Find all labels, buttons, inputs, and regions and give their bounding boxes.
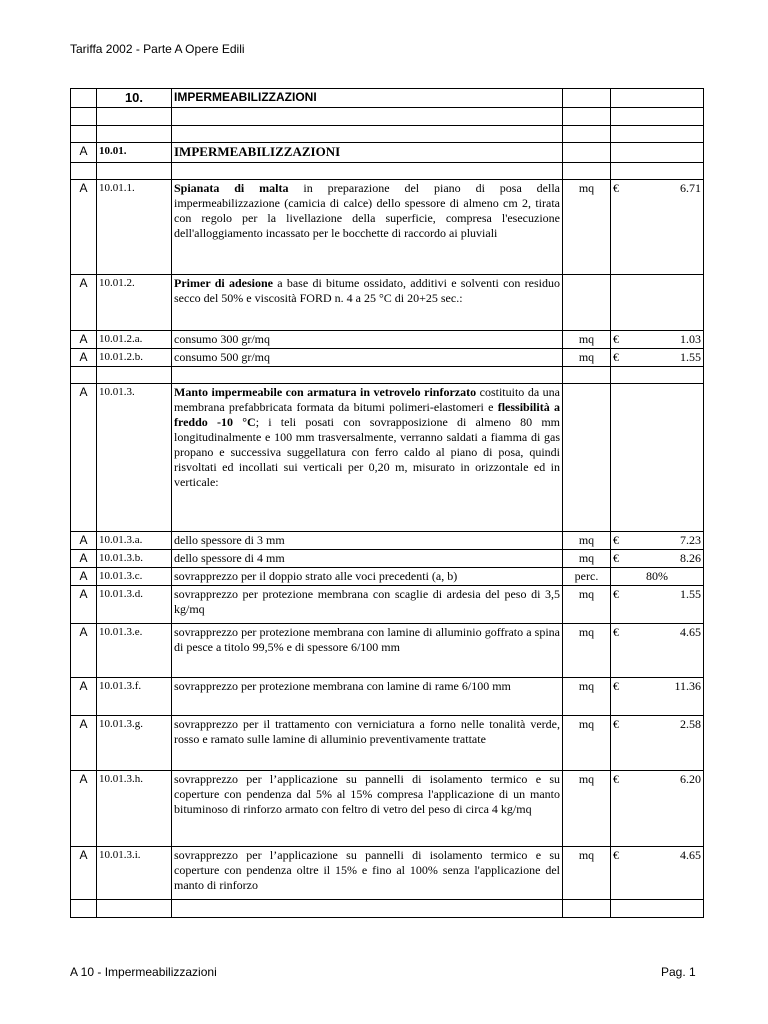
item-price-cell [611,678,704,716]
item-price-cell [611,331,704,349]
row-letter: A [71,586,97,624]
item-description: sovrapprezzo per protezione membrana con scaglie di ardesia del peso di 3,5 kg/mq [172,586,563,624]
item-unit: mq [563,716,611,771]
item-price-cell [611,847,704,900]
currency-symbol: € [613,181,619,195]
item-price-cell [611,349,704,367]
item-price: 6.71 [680,181,701,195]
item-code: 10.01.3.b. [97,550,172,568]
item-price: 1.03 [680,332,701,346]
row-letter: A [71,275,97,331]
item-code: 10.01.3.h. [97,771,172,847]
item-price: 2.58 [680,717,701,731]
table-row [71,349,704,367]
row-letter: A [71,331,97,349]
row-letter: A [71,532,97,550]
item-price: 7.23 [680,533,701,547]
item-text: in preparazione del piano di posa della impermeabilizzazione (camicia di calce) dello spessore di almeno cm 2, tirata con regolo per la livellazione della superficie, compresa l'esecuzione dell'alloggiamento incassato per le bocchette di raccordo ai pluviali [174,181,561,240]
item-price-cell [611,716,704,771]
item-description: consumo 500 gr/mq [172,349,563,367]
spacer-row [71,367,704,384]
item-price-cell [611,180,704,275]
section-title: IMPERMEABILIZZAZIONI [172,89,563,108]
subsection-row [71,143,704,163]
item-unit: perc. [563,568,611,586]
item-unit: mq [563,847,611,900]
spacer-row [71,126,704,143]
item-description: sovrapprezzo per il trattamento con verniciatura a forno nelle tonalità verde, rosso e ramato sulle lamine di alluminio preventivamente trattate [172,716,563,771]
item-price-cell [611,532,704,550]
item-price-cell [611,550,704,568]
table-row [71,384,704,532]
item-description [172,180,563,275]
page-number: Pag. 1 [661,965,696,979]
item-description: sovrapprezzo per l’applicazione su pannelli di isolamento termico e su coperture con pendenza dal 5% al 15% compresa l'applicazione di un manto bituminoso di rinforzo armato con feltro di vetro del peso di circa 4 kg/mq [172,771,563,847]
item-description [172,275,563,331]
item-title: Manto impermeabile con armatura in vetrovelo rinforzato [174,385,477,399]
spacer-row [71,108,704,126]
item-code: 10.01.2. [97,275,172,331]
item-price-cell [611,624,704,678]
item-price: 80% [611,568,704,586]
spacer-row [71,163,704,180]
item-unit: mq [563,678,611,716]
item-code: 10.01.3.d. [97,586,172,624]
item-price: 1.55 [680,350,701,364]
item-code: 10.01.3.e. [97,624,172,678]
row-letter: A [71,384,97,532]
table-row [71,771,704,847]
section-header-row [71,89,704,108]
currency-symbol: € [613,717,619,731]
item-code: 10.01.3.f. [97,678,172,716]
item-unit: mq [563,771,611,847]
item-description: sovrapprezzo per protezione membrana con lamine di alluminio goffrato a spina di pesce a titolo 99,5% e di spessore 6/100 mm [172,624,563,678]
currency-symbol: € [613,625,619,639]
item-unit: mq [563,624,611,678]
item-description: sovrapprezzo per protezione membrana con lamine di rame 6/100 mm [172,678,563,716]
page-footer-title: A 10 - Impermeabilizzazioni [70,965,217,979]
item-text: costituito da una membrana prefabbricata formata da bitumi polimeri-elastomeri e [174,385,560,414]
tariff-table [70,88,704,918]
item-unit: mq [563,331,611,349]
currency-symbol: € [613,551,619,565]
table-row [71,586,704,624]
item-price: 8.26 [680,551,701,565]
currency-symbol: € [613,679,619,693]
item-code: 10.01.2.b. [97,349,172,367]
section-number: 10. [97,89,172,108]
item-title: Primer di adesione [174,276,273,290]
item-highlight: flessibilità a freddo -10 °C [174,400,560,429]
currency-symbol: € [613,772,619,786]
item-description: sovrapprezzo per il doppio strato alle voci precedenti (a, b) [172,568,563,586]
table-row [71,180,704,275]
table-row [71,532,704,550]
currency-symbol: € [613,587,619,601]
table-row [71,716,704,771]
page-header: Tariffa 2002 - Parte A Opere Edili [70,42,245,56]
table-row [71,624,704,678]
item-price: 11.36 [674,679,701,693]
currency-symbol: € [613,848,619,862]
item-code: 10.01.3.i. [97,847,172,900]
item-code: 10.01.3.a. [97,532,172,550]
item-description [172,384,563,532]
item-text: a base di bitume ossidato, additivi e solventi con residuo secco del 50% e viscosità FORD n. 4 a 25 °C di 20+25 sec.: [174,276,560,305]
item-price: 4.65 [680,625,701,639]
row-letter: A [71,716,97,771]
item-price-cell [611,771,704,847]
item-description: consumo 300 gr/mq [172,331,563,349]
item-code: 10.01.3. [97,384,172,532]
table-row [71,678,704,716]
row-letter: A [71,550,97,568]
item-description: dello spessore di 4 mm [172,550,563,568]
currency-symbol: € [613,332,619,346]
row-letter: A [71,847,97,900]
item-description: sovrapprezzo per l’applicazione su pannelli di isolamento termico e su coperture con pendenza oltre il 15% e fino al 100% senza l'applicazione del manto di rinforzo [172,847,563,900]
currency-symbol: € [613,350,619,364]
table-row [71,847,704,900]
row-letter: A [71,180,97,275]
item-unit: mq [563,532,611,550]
item-title: Spianata di malta [174,181,289,195]
item-unit: mq [563,180,611,275]
spacer-row [71,900,704,918]
item-code: 10.01.3.c. [97,568,172,586]
row-letter: A [71,624,97,678]
item-description: dello spessore di 3 mm [172,532,563,550]
subsection-code: 10.01. [97,143,172,163]
currency-symbol: € [613,533,619,547]
row-letter: A [71,568,97,586]
item-price: 6.20 [680,772,701,786]
table-row [71,331,704,349]
item-text-continued: ; i teli posati con sovrapposizione di almeno 80 mm longitudinalmente e 100 mm trasversalmente, verranno saldati a fiamma di gas propano e successiva suggellatura con ferro caldo al piano di posa, quindi risvoltati ed incollati sui verticali per 0,20 m, misurato in orizzontale ed in verticale: [174,415,560,489]
table-row [71,550,704,568]
table-row [71,275,704,331]
subsection-title: IMPERMEABILIZZAZIONI [172,143,563,163]
row-letter: A [71,678,97,716]
row-letter: A [71,143,97,163]
item-price: 1.55 [680,587,701,601]
item-code: 10.01.3.g. [97,716,172,771]
row-letter: A [71,349,97,367]
item-unit: mq [563,550,611,568]
item-code: 10.01.1. [97,180,172,275]
item-price: 4.65 [680,848,701,862]
item-code: 10.01.2.a. [97,331,172,349]
table-row [71,568,704,586]
item-unit: mq [563,349,611,367]
item-price-cell [611,586,704,624]
row-letter: A [71,771,97,847]
item-unit: mq [563,586,611,624]
